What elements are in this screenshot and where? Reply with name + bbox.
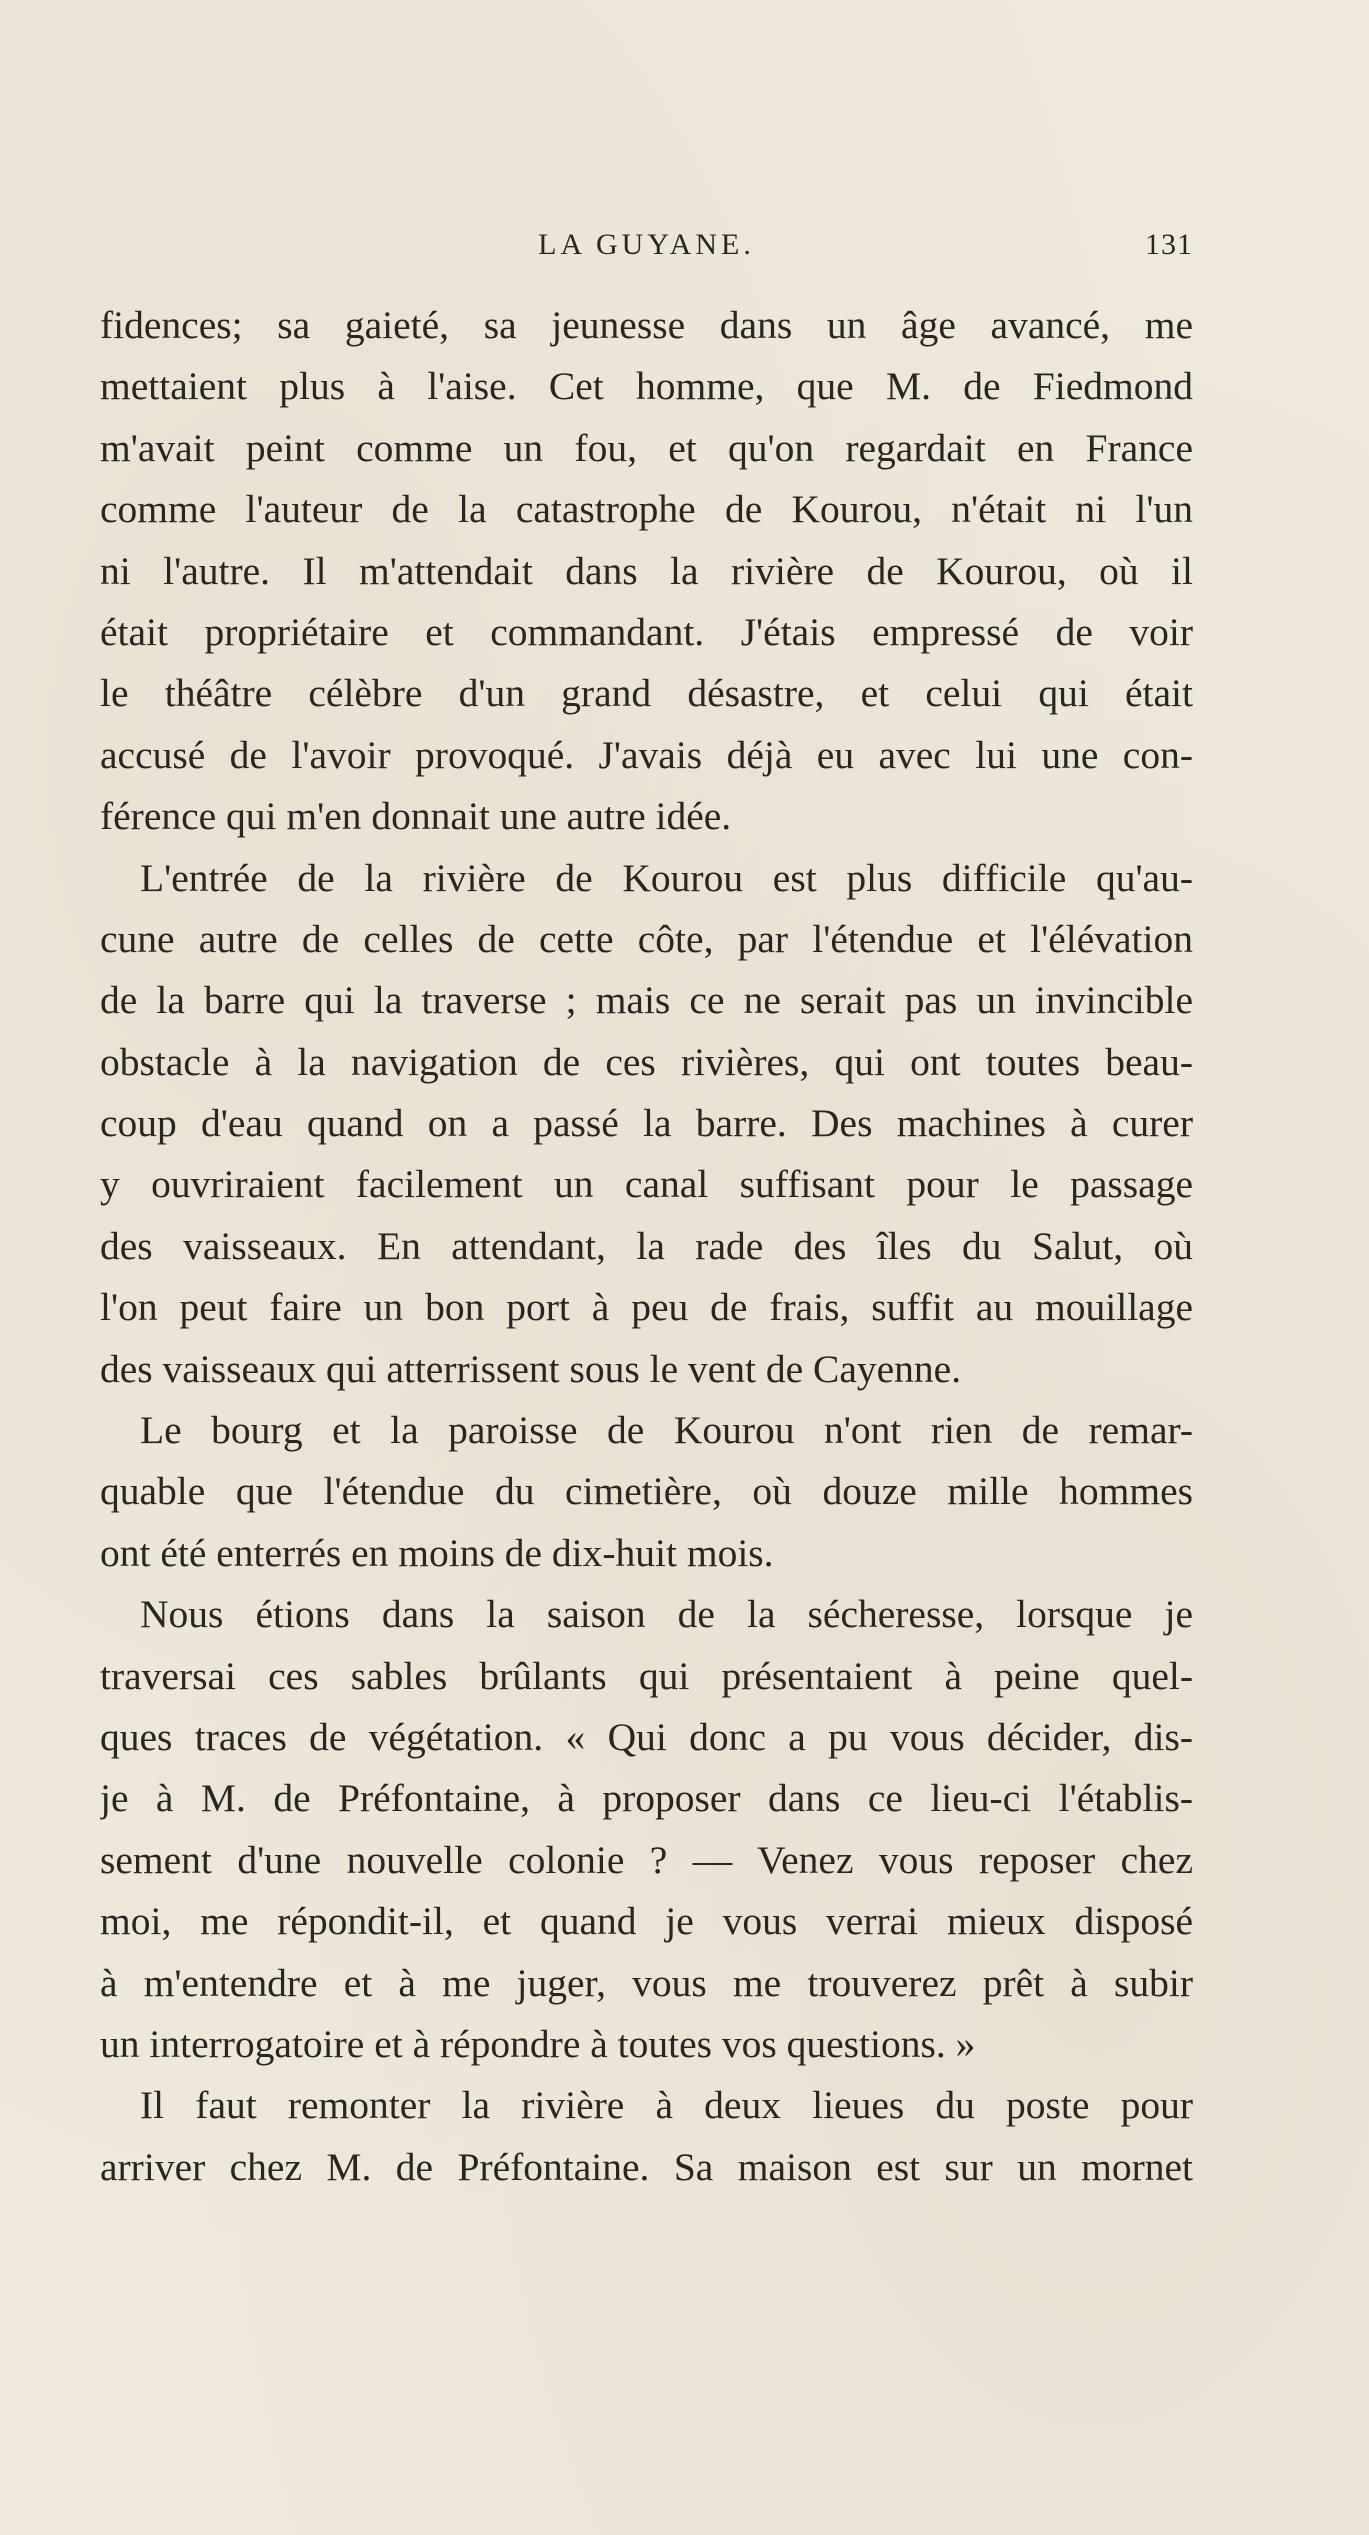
text-line: ont été enterrés en moins de dix-huit mois. <box>100 1530 774 1575</box>
text-line: arriver chez M. de Préfontaine. Sa maison est sur un mornet <box>100 2144 1193 2189</box>
text-line: y ouvriraient facilement un canal suffisant pour le passage <box>100 1162 1193 1207</box>
text-line: le théâtre célèbre d'un grand désastre, et celui qui était <box>100 671 1193 716</box>
text-line: m'avait peint comme un fou, et qu'on regardait en France <box>100 425 1193 470</box>
text-line: Nous étions dans la saison de la sécheresse, lorsque je <box>140 1592 1193 1637</box>
running-title: LA GUYANE. <box>538 228 755 261</box>
text-line: un interrogatoire et à répondre à toutes vos questions. » <box>100 2021 976 2066</box>
text-line: je à M. de Préfontaine, à proposer dans ce lieu-ci l'établis- <box>100 1776 1193 1821</box>
text-line: obstacle à la navigation de ces rivières, qui ont toutes beau- <box>100 1039 1193 1084</box>
text-line: l'on peut faire un bon port à peu de frais, suffit au mouillage <box>100 1285 1193 1330</box>
text-line: mettaient plus à l'aise. Cet homme, que M. de Fiedmond <box>100 364 1193 409</box>
text-line: ques traces de végétation. « Qui donc a pu vous décider, dis- <box>100 1714 1193 1759</box>
text-line: Le bourg et la paroisse de Kourou n'ont rien de remar- <box>140 1408 1193 1453</box>
text-line: coup d'eau quand on a passé la barre. Des machines à curer <box>100 1101 1193 1146</box>
text-line: était propriétaire et commandant. J'étais empressé de voir <box>100 609 1193 654</box>
text-line: des vaisseaux. En attendant, la rade des îles du Salut, où <box>100 1223 1193 1268</box>
text-line: traversai ces sables brûlants qui présentaient à peine quel- <box>100 1653 1193 1698</box>
text-line: moi, me répondit-il, et quand je vous verrai mieux disposé <box>100 1899 1193 1944</box>
body-text <box>100 295 1193 2198</box>
text-line: Il faut remonter la rivière à deux lieues du poste pour <box>140 2083 1193 2128</box>
text-line: fidences; sa gaieté, sa jeunesse dans un âge avancé, me <box>100 303 1193 347</box>
text-line: férence qui m'en donnait une autre idée. <box>100 794 732 839</box>
text-line: L'entrée de la rivière de Kourou est plus difficile qu'au- <box>140 855 1193 900</box>
running-head <box>100 228 1193 268</box>
page-number: 131 <box>1145 228 1193 261</box>
text-line: quable que l'étendue du cimetière, où douze mille hommes <box>100 1469 1193 1514</box>
text-line: cune autre de celles de cette côte, par l'étendue et l'élévation <box>100 916 1193 961</box>
text-line: à m'entendre et à me juger, vous me trouverez prêt à subir <box>100 1960 1193 2005</box>
text-line: accusé de l'avoir provoqué. J'avais déjà eu avec lui une con- <box>100 732 1193 777</box>
text-line: de la barre qui la traverse ; mais ce ne serait pas un invincible <box>100 978 1193 1023</box>
text-line: des vaisseaux qui atterrissent sous le vent de Cayenne. <box>100 1346 962 1391</box>
text-line: comme l'auteur de la catastrophe de Kourou, n'était ni l'un <box>100 487 1193 532</box>
text-line: ni l'autre. Il m'attendait dans la rivière de Kourou, où il <box>100 548 1193 593</box>
text-line: sement d'une nouvelle colonie ? — Venez vous reposer chez <box>100 1837 1193 1882</box>
